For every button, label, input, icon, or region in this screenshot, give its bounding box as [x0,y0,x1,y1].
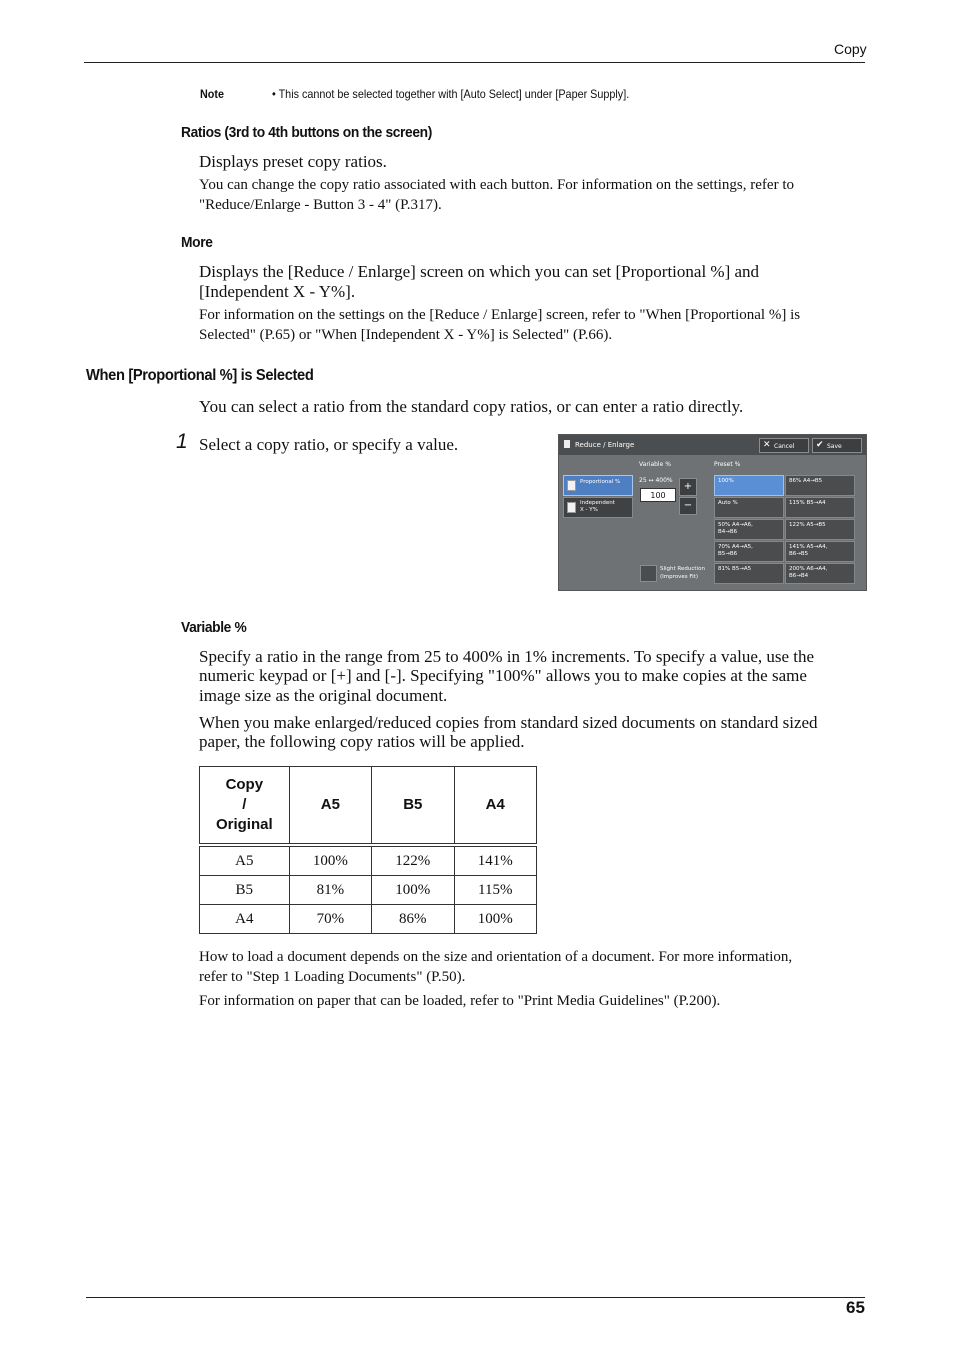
note-label: Note [200,87,225,101]
preset-line-1: 200% A6→A4, [789,566,828,572]
preset-line-1: 50% A4→A6, [718,522,753,528]
col-header: A4 [454,767,536,844]
preset-line-1: 141% A5→A4, [789,544,828,550]
more-detail-2: Selected" (P.65) or "When [Independent X - Y%] is Selected" (P.66). [199,327,613,343]
ratios-detail-2: "Reduce/Enlarge - Button 3 - 4" (P.317). [199,197,442,213]
preset-line-1: 100% [718,478,734,484]
plus-button[interactable] [679,478,697,496]
preset-line-1: Auto % [718,500,738,506]
col-header: A5 [289,767,371,844]
cancel-button[interactable] [759,438,809,453]
table-cell: 141% [454,847,536,876]
variable-p1-2: numeric keypad or [+] and [-]. Specifying "100%" allows you to make copies at the same [199,666,807,685]
row-label: B5 [200,876,290,905]
table-header-row [200,767,537,844]
variable-heading: Variable % [181,619,247,636]
ratio-value-field[interactable] [640,488,676,502]
preset-button[interactable] [785,541,855,562]
cancel-label: Cancel [774,443,795,450]
page-number: 65 [846,1298,865,1317]
preset-line-1: 70% A4→A5, [718,544,753,550]
header-rule [84,62,865,63]
preset-button[interactable] [714,519,784,540]
preset-button[interactable] [714,497,784,518]
more-heading: More [181,234,213,251]
row-label: A5 [200,847,290,876]
preset-line-2: B6→B4 [789,573,809,579]
preset-line-2: B5→B6 [718,551,738,557]
panel-title-icon [564,440,570,448]
table-cell: 115% [454,876,536,905]
minus-button[interactable] [679,497,697,515]
table-cell: 81% [289,876,371,905]
step-number: 1 [176,430,188,453]
independent-icon [567,502,576,513]
preset-button[interactable] [785,519,855,540]
table-cell: 100% [289,847,371,876]
variable-p1-3: image size as the original document. [199,686,448,705]
table-row [200,905,537,934]
preset-line-1: 86% A4→B5 [789,478,823,484]
table-cell: 100% [372,876,454,905]
table-row [200,847,537,876]
footer-rule [86,1297,865,1298]
reduce-enlarge-panel [558,434,867,591]
table-cell: 86% [372,905,454,934]
tab-proportional[interactable] [563,475,633,496]
tab-independent-label-1: Independent [580,500,615,506]
proportional-icon [567,480,576,491]
header-slash: / [242,796,247,813]
close-icon: ✕ [763,440,771,450]
ratios-detail-1: You can change the copy ratio associated with each button. For information on the settings, refer to [199,177,794,193]
tab-independent-label-2: X - Y% [580,507,598,513]
preset-button[interactable] [785,475,855,496]
preset-label: Preset % [714,461,741,468]
preset-button[interactable] [714,541,784,562]
range-label: 25 ↔ 400% [639,477,673,484]
slight-reduction-label-2: (Improves Fit) [660,574,698,580]
preset-line-2: B4→B6 [718,529,738,535]
preset-button[interactable] [785,563,855,584]
after-p2: For information on paper that can be loaded, refer to "Print Media Guidelines" (P.200). [199,993,721,1009]
after-p1-2: refer to "Step 1 Loading Documents" (P.50). [199,969,466,985]
variable-p1-1: Specify a ratio in the range from 25 to 400% in 1% increments. To specify a value, use the [199,647,815,666]
table-row [200,876,537,905]
preset-line-1: 115% B5→A4 [789,500,826,506]
preset-line-1: 81% B5→A5 [718,566,752,572]
tab-proportional-label: Proportional % [580,479,621,485]
slight-reduction-button[interactable] [640,565,657,582]
note-text: • This cannot be selected together with [Auto Select] under [Paper Supply]. [272,87,630,101]
minus-icon: − [683,500,693,511]
table-cell: 70% [289,905,371,934]
preset-line-2: B6→B5 [789,551,809,557]
step-text: Select a copy ratio, or specify a value. [199,435,459,454]
preset-button[interactable] [785,497,855,518]
plus-icon: + [683,481,693,492]
copy-ratio-table [199,766,537,934]
section-heading: When [Proportional %] is Selected [86,367,314,384]
ratio-value: 100 [650,491,666,500]
check-icon: ✔ [816,440,824,450]
preset-button[interactable] [714,475,784,496]
header-copy: Copy [225,776,264,793]
more-line-2: [Independent X - Y%]. [199,282,356,301]
preset-button[interactable] [714,563,784,584]
section-intro: You can select a ratio from the standard copy ratios, or can enter a ratio directly. [199,397,744,416]
after-p1-1: How to load a document depends on the size and orientation of a document. For more information, [199,949,793,965]
panel-title: Reduce / Enlarge [575,441,635,449]
slight-reduction-label-1: Slight Reduction [660,566,705,572]
more-line-1: Displays the [Reduce / Enlarge] screen on which you can set [Proportional %] and [199,262,760,281]
row-label: A4 [200,905,290,934]
more-detail-1: For information on the settings on the [Reduce / Enlarge] screen, refer to "When [Proportional %] is [199,307,801,323]
variable-p2-2: paper, the following copy ratios will be applied. [199,732,525,751]
save-label: Save [827,443,842,450]
preset-line-1: 122% A5→B5 [789,522,826,528]
tab-independent[interactable] [563,497,633,518]
header-original: Original [215,816,273,833]
table-cell: 100% [454,905,536,934]
table-cell: 122% [372,847,454,876]
ratios-heading: Ratios (3rd to 4th buttons on the screen) [181,124,432,141]
save-button[interactable] [812,438,862,453]
variable-p2-1: When you make enlarged/reduced copies from standard sized documents on standard sized [199,713,818,732]
ratios-line: Displays preset copy ratios. [199,152,387,171]
table-corner-header [200,767,290,844]
running-header: Copy [834,41,867,57]
col-header: B5 [372,767,454,844]
variable-label: Variable % [639,461,671,468]
